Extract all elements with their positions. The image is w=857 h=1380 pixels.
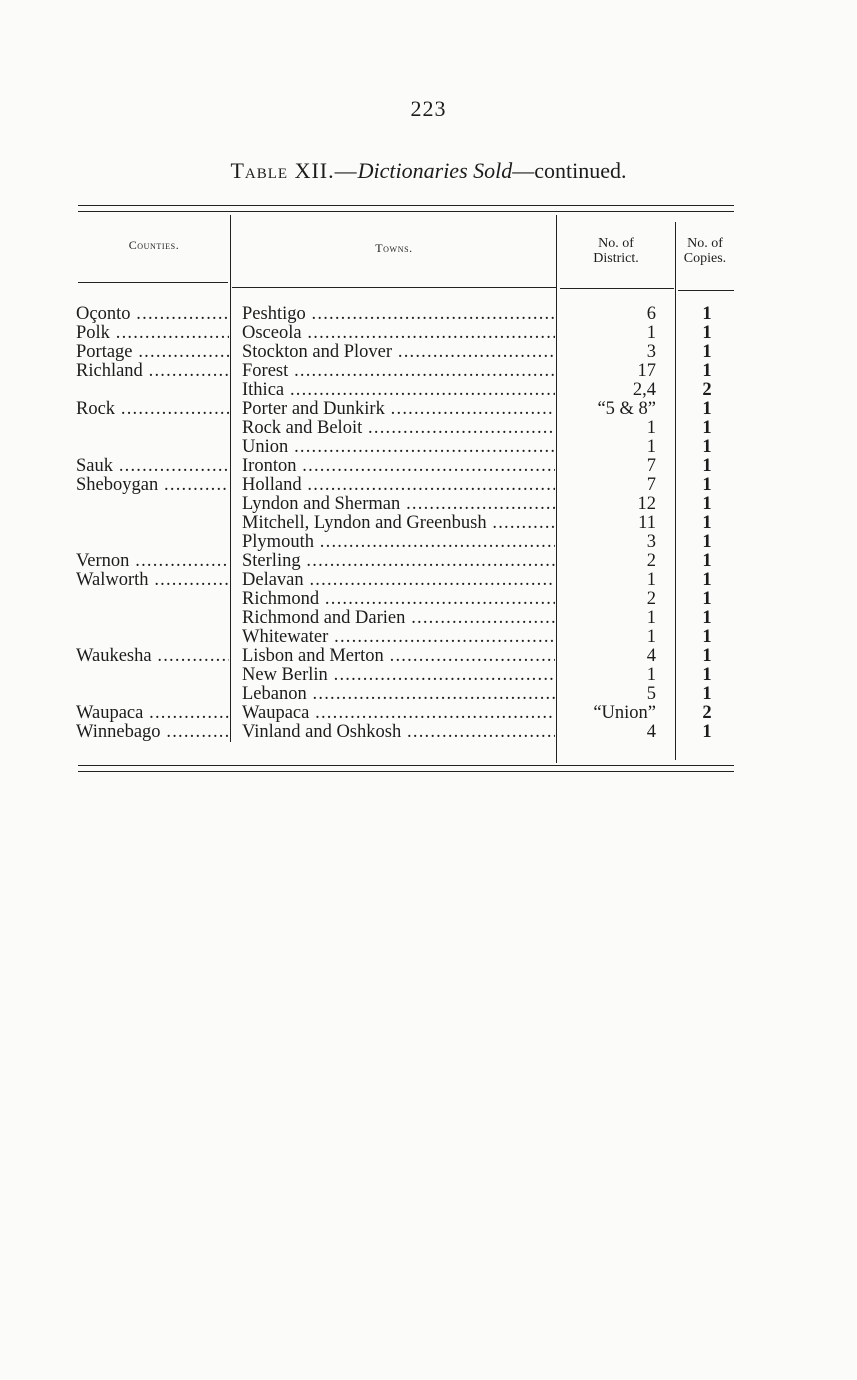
district-cell: 11	[638, 513, 656, 533]
copies-cell: 1	[702, 570, 712, 590]
copies-cell: 2	[702, 380, 712, 400]
table-row	[0, 400, 857, 419]
district-cell: 12	[637, 494, 656, 514]
town-cell: Peshtigo .....	[242, 305, 555, 324]
town-cell: Ironton .....	[242, 457, 555, 476]
header-copies-line1: No. of	[687, 236, 723, 251]
header-underline-district	[560, 288, 674, 289]
town-cell: Forest .....	[242, 362, 555, 381]
district-cell: 2,4	[632, 380, 656, 400]
table-row	[0, 305, 857, 324]
table-row	[0, 476, 857, 495]
copies-cell: 1	[702, 342, 712, 362]
county-cell: Waupaca .....	[76, 704, 229, 723]
district-cell: 6	[646, 304, 656, 324]
county-cell: Richland .....	[76, 362, 229, 381]
copies-cell: 1	[702, 494, 712, 514]
copies-cell: 1	[702, 513, 712, 533]
district-cell: 2	[646, 589, 656, 609]
town-cell: Vinland and Oshkosh .....	[242, 723, 555, 742]
town-cell: Whitewater .....	[242, 628, 555, 647]
town-cell: Sterling .....	[242, 552, 555, 571]
county-cell: Waukesha .....	[76, 647, 229, 666]
table-row	[0, 628, 857, 647]
copies-cell: 1	[702, 456, 712, 476]
table-row	[0, 590, 857, 609]
table-row	[0, 362, 857, 381]
district-cell: 1	[646, 437, 656, 457]
town-cell: Lisbon and Merton .....	[242, 647, 555, 666]
town-cell: Union .....	[242, 438, 555, 457]
county-cell: Oçonto .....	[76, 305, 229, 324]
table-row	[0, 552, 857, 571]
header-underline-copies	[678, 290, 734, 291]
district-cell: 17	[637, 361, 656, 381]
header-district	[558, 236, 674, 266]
county-cell: Portage .....	[76, 343, 229, 362]
table-row	[0, 647, 857, 666]
table-row	[0, 704, 857, 723]
district-cell: 1	[646, 665, 656, 685]
header-underline-towns	[232, 287, 556, 288]
district-cell: 1	[646, 608, 656, 628]
town-cell: New Berlin .....	[242, 666, 555, 685]
table-row	[0, 685, 857, 704]
copies-cell: 1	[702, 418, 712, 438]
town-cell: Plymouth .....	[242, 533, 555, 552]
table-row	[0, 438, 857, 457]
town-cell: Stockton and Plover .....	[242, 343, 555, 362]
town-cell: Osceola .....	[242, 324, 555, 343]
table-title-italic: Dictionaries Sold	[357, 158, 513, 183]
top-rule-inner	[78, 211, 734, 212]
district-cell: 4	[646, 646, 656, 666]
copies-cell: 1	[702, 437, 712, 457]
bottom-rule-inner	[78, 765, 734, 766]
table-row	[0, 666, 857, 685]
bottom-rule	[78, 771, 734, 772]
district-cell: 1	[646, 418, 656, 438]
table-row	[0, 533, 857, 552]
header-counties: Counties.	[128, 238, 180, 252]
table-row	[0, 324, 857, 343]
copies-cell: 1	[702, 627, 712, 647]
table-row	[0, 723, 857, 742]
district-cell: “Union”	[593, 703, 656, 723]
district-cell: 1	[646, 323, 656, 343]
table-row	[0, 381, 857, 400]
district-cell: 7	[646, 475, 656, 495]
district-cell: 4	[646, 722, 656, 742]
town-cell: Lebanon .....	[242, 685, 555, 704]
header-towns: Towns.	[375, 241, 413, 255]
district-cell: 3	[646, 532, 656, 552]
district-cell: 1	[646, 627, 656, 647]
header-copies	[676, 236, 734, 266]
town-cell: Holland .....	[242, 476, 555, 495]
copies-cell: 1	[702, 323, 712, 343]
county-cell: Sheboygan .....	[76, 476, 229, 495]
copies-cell: 1	[702, 551, 712, 571]
district-cell: 2	[646, 551, 656, 571]
copies-cell: 1	[702, 399, 712, 419]
copies-cell: 1	[702, 665, 712, 685]
town-cell: Richmond and Darien .....	[242, 609, 555, 628]
copies-cell: 1	[702, 589, 712, 609]
table-row	[0, 514, 857, 533]
town-cell: Lyndon and Sherman .....	[242, 495, 555, 514]
district-cell: “5 & 8”	[597, 399, 656, 419]
header-district-line1: No. of	[598, 236, 634, 251]
district-cell: 5	[646, 684, 656, 704]
table-row	[0, 419, 857, 438]
table-title-prefix: Table XII.—	[230, 158, 358, 183]
copies-cell: 1	[702, 475, 712, 495]
town-cell: Richmond .....	[242, 590, 555, 609]
town-cell: Porter and Dunkirk .....	[242, 400, 555, 419]
table-row	[0, 495, 857, 514]
county-cell: Rock .....	[76, 400, 229, 419]
town-cell: Mitchell, Lyndon and Greenbush .....	[242, 514, 555, 533]
table-title-suffix: —continued.	[512, 158, 627, 183]
copies-cell: 1	[702, 304, 712, 324]
district-cell: 1	[646, 570, 656, 590]
table-title	[0, 158, 857, 184]
header-district-line2: District.	[593, 251, 639, 266]
county-cell: Polk .....	[76, 324, 229, 343]
table-row	[0, 609, 857, 628]
copies-cell: 1	[702, 684, 712, 704]
page-number: 223	[410, 96, 447, 121]
table-body	[0, 305, 857, 742]
copies-cell: 1	[702, 361, 712, 381]
copies-cell: 1	[702, 646, 712, 666]
top-rule	[78, 205, 734, 206]
header-copies-line2: Copies.	[683, 251, 727, 266]
town-cell: Ithica .....	[242, 381, 555, 400]
town-cell: Delavan .....	[242, 571, 555, 590]
county-cell: Winnebago .....	[76, 723, 229, 742]
county-cell: Walworth .....	[76, 571, 229, 590]
table-row	[0, 457, 857, 476]
county-cell: Sauk .....	[76, 457, 229, 476]
copies-cell: 1	[702, 722, 712, 742]
district-cell: 3	[646, 342, 656, 362]
table-row	[0, 571, 857, 590]
town-cell: Waupaca .....	[242, 704, 555, 723]
county-cell: Vernon .....	[76, 552, 229, 571]
district-cell: 7	[646, 456, 656, 476]
header-underline-counties	[78, 282, 228, 283]
copies-cell: 1	[702, 532, 712, 552]
town-cell: Rock and Beloit .....	[242, 419, 555, 438]
table-row	[0, 343, 857, 362]
copies-cell: 1	[702, 608, 712, 628]
copies-cell: 2	[702, 703, 712, 723]
